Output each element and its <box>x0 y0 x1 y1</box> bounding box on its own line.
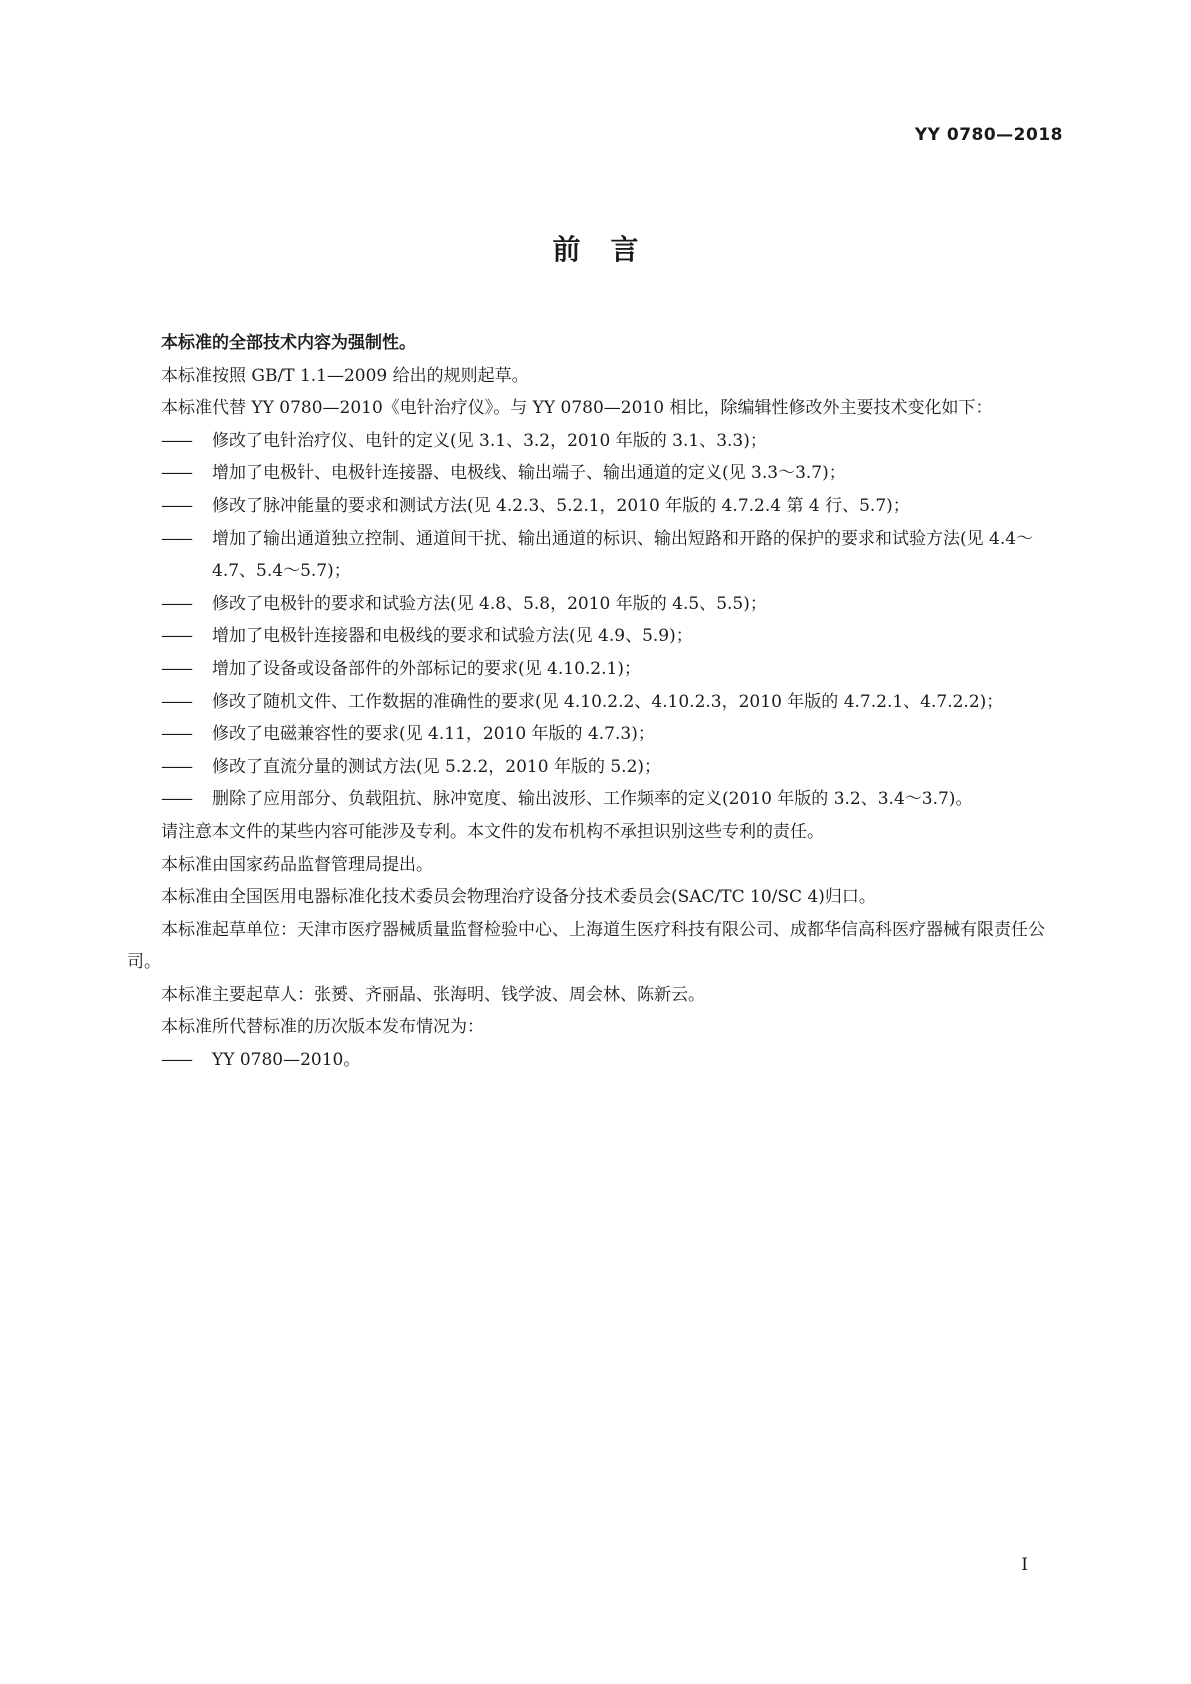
change-item-text: 删除了应用部分、负载阻抗、脉冲宽度、输出波形、工作频率的定义(2010 年版的 3.2、3.4～3.7)。 <box>212 789 973 810</box>
change-item <box>161 653 1063 686</box>
dash-marker: —— <box>161 626 191 647</box>
history-item <box>161 1044 1063 1077</box>
standard-code: YY 0780—2018 <box>914 125 1063 145</box>
dash-marker: —— <box>161 691 191 712</box>
change-item <box>161 718 1063 751</box>
drafters-paragraph: 本标准主要起草人：张赟、齐丽晶、张海明、钱学波、周会林、陈新云。 <box>161 984 705 1005</box>
change-item-text: 增加了电极针连接器和电极线的要求和试验方法(见 4.9、5.9)； <box>212 626 693 647</box>
dash-marker: —— <box>161 430 191 451</box>
dash-marker: —— <box>161 495 191 516</box>
change-item <box>161 783 1063 816</box>
dash-marker: —— <box>161 658 191 679</box>
change-item <box>161 751 1063 784</box>
administrator-paragraph: 本标准由全国医用电器标准化技术委员会物理治疗设备分技术委员会(SAC/TC 10/SC 4)归口。 <box>161 887 876 908</box>
dash-marker: —— <box>161 528 191 549</box>
change-item-text: 修改了电针治疗仪、电针的定义(见 3.1、3.2，2010 年版的 3.1、3.3)； <box>212 430 767 451</box>
change-item <box>161 457 1063 490</box>
drafting-rule-paragraph: 本标准按照 GB/T 1.1—2009 给出的规则起草。 <box>161 365 529 386</box>
replacement-paragraph: 本标准代替 YY 0780—2010《电针治疗仪》。与 YY 0780—2010 相比，除编辑性修改外主要技术变化如下： <box>161 398 993 419</box>
dash-marker: —— <box>161 593 191 614</box>
change-item-text: 修改了脉冲能量的要求和测试方法(见 4.2.3、5.2.1，2010 年版的 4.7.2.4 第 4 行、5.7)； <box>212 495 910 516</box>
drafting-units-paragraph: 本标准起草单位：天津市医疗器械质量监督检验中心、上海道生医疗科技有限公司、成都华信高科医疗器械有限责任公司。 <box>127 919 1045 973</box>
change-item <box>161 523 1063 588</box>
mandatory-statement: 本标准的全部技术内容为强制性。 <box>161 333 416 353</box>
section-title: 前言 <box>552 233 669 266</box>
dash-marker: —— <box>161 756 191 777</box>
history-item-text: YY 0780—2010。 <box>212 1050 361 1071</box>
change-item-text: 增加了输出通道独立控制、通道间干扰、输出通道的标识、输出短路和开路的保护的要求和试验方法(见 4.4～4.7、5.4～5.7)； <box>212 528 1034 582</box>
dash-marker: —— <box>161 724 191 745</box>
change-item <box>161 686 1063 719</box>
dash-marker: —— <box>161 789 191 810</box>
change-item-text: 修改了电磁兼容性的要求(见 4.11，2010 年版的 4.7.3)； <box>212 724 655 745</box>
change-item-text: 修改了直流分量的测试方法(见 5.2.2，2010 年版的 5.2)； <box>212 756 662 777</box>
proposer-paragraph: 本标准由国家药品监督管理局提出。 <box>161 854 433 875</box>
foreword-body <box>127 327 1063 1077</box>
change-item <box>161 588 1063 621</box>
change-item-text: 增加了电极针、电极针连接器、电极线、输出端子、输出通道的定义(见 3.3～3.7)； <box>212 463 846 484</box>
dash-marker: —— <box>161 463 191 484</box>
version-history-intro: 本标准所代替标准的历次版本发布情况为： <box>161 1017 484 1038</box>
change-item-text: 修改了电极针的要求和试验方法(见 4.8、5.8，2010 年版的 4.5、5.5)； <box>212 593 767 614</box>
change-item-text: 增加了设备或设备部件的外部标记的要求(见 4.10.2.1)； <box>212 658 641 679</box>
page-number: I <box>1021 1555 1028 1575</box>
change-item <box>161 490 1063 523</box>
change-item <box>161 620 1063 653</box>
change-item-text: 修改了随机文件、工作数据的准确性的要求(见 4.10.2.2、4.10.2.3，2010 年版的 4.7.2.1、4.7.2.2)； <box>212 691 1004 712</box>
patent-notice: 请注意本文件的某些内容可能涉及专利。本文件的发布机构不承担识别这些专利的责任。 <box>161 821 824 842</box>
change-item <box>161 425 1063 458</box>
dash-marker: —— <box>161 1050 191 1071</box>
